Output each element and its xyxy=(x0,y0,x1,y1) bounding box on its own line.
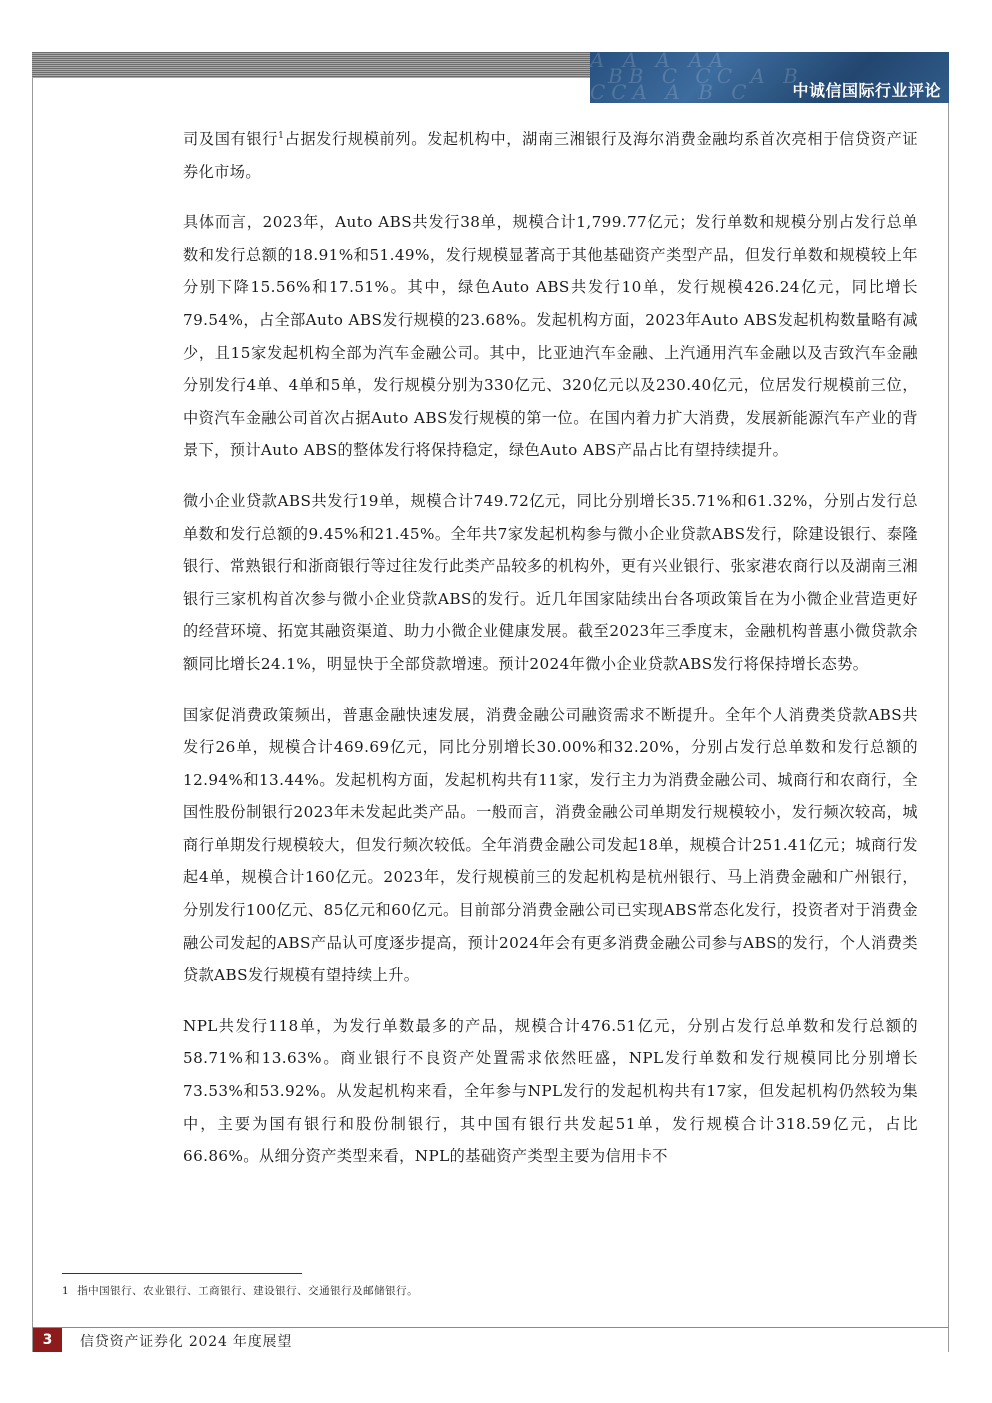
footer-divider xyxy=(32,1327,949,1328)
paragraph-auto-abs: 具体而言，2023年，Auto ABS共发行38单，规模合计1,799.77亿元；发行单数和规模分别占发行总单数和发行总额的18.91%和51.49%，发行规模显著高于其他基础资产类型产品，但发行单数和规模较上年分别下降15.56%和17.51%。其中，绿色Auto ABS共发行10单，发行规模426.24亿元，同比增长79.54%，占全部Auto ABS发行规模的23.68%。发起机构方面，2023年Auto ABS发起机构数量略有减少，且15家发起机构全部为汽车金融公司。其中，比亚迪汽车金融、上汽通用汽车金融以及吉致汽车金融分别发行4单、4单和5单，发行规模分别为330亿元、320亿元以及230.40亿元，位居发行规模前三位，中资汽车金融公司首次占据Auto ABS发行规模的第一位。在国内着力扩大消费，发展新能源汽车产业的背景下，预计Auto ABS的整体发行将保持稳定，绿色Auto ABS产品占比有望持续提升。 xyxy=(183,213,918,460)
footer-doc-title: 信贷资产证券化 2024 年度展望 xyxy=(80,1334,293,1350)
footnote xyxy=(62,1283,418,1298)
footnote-text: 指中国银行、农业银行、工商银行、建设银行、交通银行及邮储银行。 xyxy=(77,1285,419,1297)
brand-title: 中诚信国际行业评论 xyxy=(792,81,941,100)
footnote-ref[interactable]: 1 xyxy=(278,130,285,141)
page-number-badge: 3 xyxy=(33,1328,62,1352)
brand-banner xyxy=(590,52,949,103)
brand-decor-letters: A A A AA BB C CC A B CCA A B C xyxy=(590,52,804,103)
paragraph-1: 司及国有银行$^1$占据发行规模前列。发起机构中，湖南三湘银行及海尔消费金融均系首次亮相于信贷资产证券化市场。 xyxy=(183,130,919,181)
main-content xyxy=(183,123,918,1191)
paragraph-consumer-loan-abs: 国家促消费政策频出，普惠金融快速发展，消费金融公司融资需求不断提升。全年个人消费类贷款ABS共发行26单，规模合计469.69亿元，同比分别增长30.00%和32.20%，分别占发行总单数和发行总额的12.94%和13.44%。发起机构方面，发起机构共有11家，发行主力为消费金融公司、城商行和农商行，全国性股份制银行2023年未发起此类产品。一般而言，消费金融公司单期发行规模较小，发行频次较高，城商行单期发行规模较大，但发行频次较低。全年消费金融公司发起18单，规模合计251.41亿元；城商行发起4单，规模合计160亿元。2023年，发行规模前三的发起机构是杭州银行、马上消费金融和广州银行，分别发行100亿元、85亿元和60亿元。目前部分消费金融公司已实现ABS常态化发行，投资者对于消费金融公司发起的ABS产品认可度逐步提高，预计2024年会有更多消费金融公司参与ABS的发行，个人消费类贷款ABS发行规模有望持续上升。 xyxy=(183,705,918,985)
paragraph-npl: NPL共发行118单，为发行单数最多的产品，规模合计476.51亿元，分别占发行总单数和发行总额的58.71%和13.63%。商业银行不良资产处置需求依然旺盛，NPL发行单数和发行规模同比分别增长73.53%和53.92%。从发起机构来看，全年参与NPL发行的发起机构共有17家，但发起机构仍然较为集中，主要为国有银行和股份制银行，其中国有银行共发起51单，发行规模合计318.59亿元，占比66.86%。从细分资产类型来看，NPL的基础资产类型主要为信用卡不 xyxy=(183,1016,918,1166)
paragraph-micro-enterprise-abs: 微小企业贷款ABS共发行19单，规模合计749.72亿元，同比分别增长35.71%和61.32%，分别占发行总单数和发行总额的9.45%和21.45%。全年共7家发起机构参与微小企业贷款ABS发行，除建设银行、泰隆银行、常熟银行和浙商银行等过往发行此类产品较多的机构外，更有兴业银行、张家港农商行以及湖南三湘银行三家机构首次参与微小企业贷款ABS的发行。近几年国家陆续出台各项政策旨在为小微企业营造更好的经营环境、拓宽其融资渠道、助力小微企业健康发展。截至2023年三季度末，金融机构普惠小微贷款余额同比增长24.1%，明显快于全部贷款增速。预计2024年微小企业贷款ABS发行将保持增长态势。 xyxy=(183,491,918,673)
footnote-divider xyxy=(62,1273,302,1274)
footnote-mark: 1 xyxy=(62,1285,70,1297)
